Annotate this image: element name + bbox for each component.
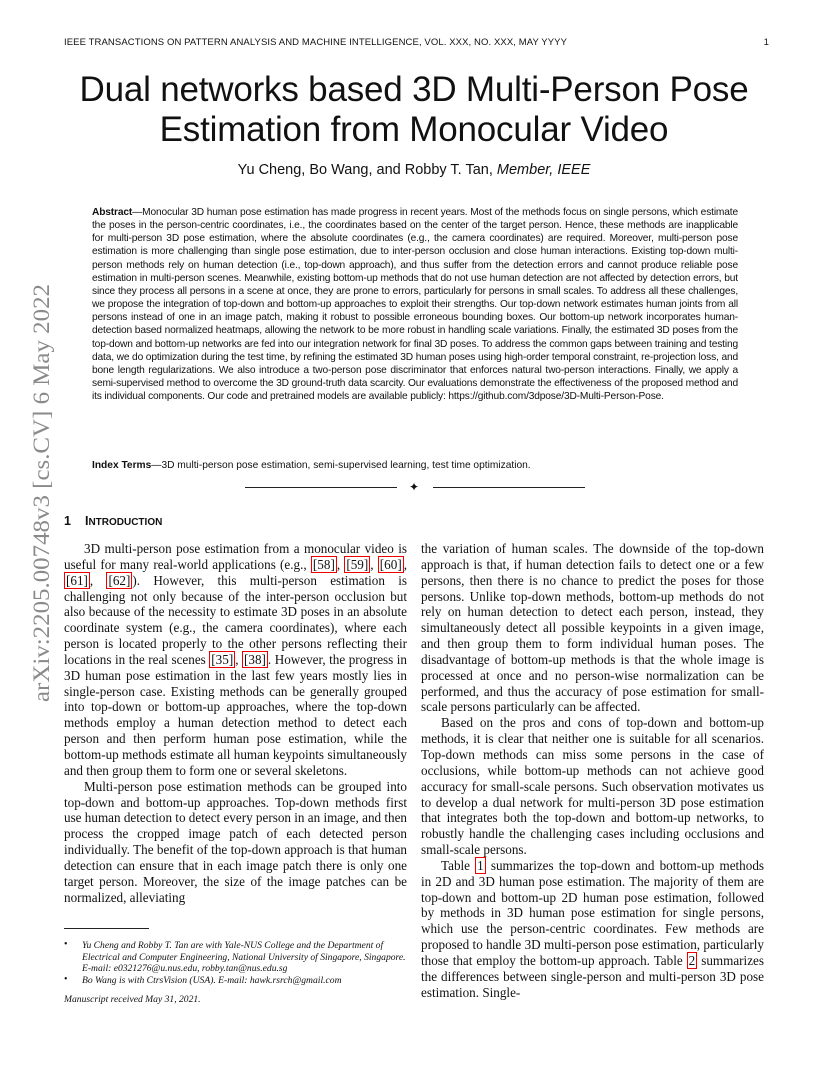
footnote-text: Yu Cheng and Robby T. Tan are with Yale-NUS College and the Department of Electrical and Computer Engineering, National University of Singapore, Singapore. E-mail: e0321276@u.nus.edu, robby.tan@nus.edu.sg bbox=[82, 940, 406, 974]
paragraph: Based on the pros and cons of top-down and bottom-up methods, it is clear that neither one is suitable for all scenarios. Top-down methods can miss some persons in the case of occlusions, while bottom-up methods can not achieve good accuracy for small-scale persons. Such observation motivates us to develop a dual network for multi-person 3D pose estimation that integrates both the top-down and bottom-up networks, to robustly handle the challenging cases including occlusions and small-scale persons. bbox=[421, 715, 764, 858]
citation-link[interactable]: [58] bbox=[312, 556, 335, 572]
index-terms-label: Index Terms bbox=[92, 460, 152, 471]
paper-title bbox=[40, 70, 788, 150]
paragraph: the variation of human scales. The downside of the top-down approach is that, if human detection fails to detect one or a few persons, then there is no chance to predict the poses for those persons. Unlike top-down methods, bottom-up methods do not rely on human detection to detect each person, instead, they simultaneously detect all possible keypoints in a given image, and then group them to form individual human poses. The disadvantage of bottom-up methods is that the whole image is processed at once and no person-wise normalization can be performed, and thus the accuracy of pose estimation for small-scale persons particularly can be affected. bbox=[421, 541, 764, 715]
section-number: 1 bbox=[64, 514, 71, 528]
left-column bbox=[64, 541, 407, 905]
paragraph-text: summarizes the top-down and bottom-up methods in 2D and 3D human pose estimation. The majority of them are top-down and bottom-up 2D human pose estimation, followed by methods in 3D human pose estimation for single persons, which use the person-centric coordinates. Few methods are proposed to handle 3D multi-person pose estimation, particularly those that employ the bottom-up approach. Table bbox=[421, 857, 764, 968]
separator: , bbox=[89, 572, 107, 588]
arxiv-stamp-text: arXiv:2205.00748v3 [cs.CV] 6 May 2022 bbox=[29, 316, 54, 702]
citation-link[interactable]: [61] bbox=[66, 572, 88, 588]
divider-diamond-icon: ✦ bbox=[409, 480, 420, 494]
citation-link[interactable]: [62] bbox=[108, 572, 131, 588]
citation-link[interactable]: [60] bbox=[379, 556, 402, 572]
footnote bbox=[64, 975, 407, 987]
title-line-2: Estimation from Monocular Video bbox=[159, 110, 669, 149]
bullet-icon: • bbox=[64, 939, 68, 950]
running-header bbox=[64, 37, 769, 51]
table-ref-link[interactable]: 2 bbox=[688, 952, 696, 968]
paragraph-text: Table bbox=[441, 857, 476, 873]
abstract-text: —Monocular 3D human pose estimation has made progress in recent years. Most of the methods focus on single persons, which estimate the poses in the person-centric coordinates, i.e., the coordinates based on the center of the target person. Hence, these methods are inapplicable for multi-person 3D pose estimation, where the absolute coordinates (e.g., the camera coordinates) are required. Moreover, multi-person pose estimation is more challenging than single pose estimation, due to inter-person occlusion and close human interactions. Existing top-down multi-person methods rely on human detection (i.e., top-down approach), and thus suffer from the detection errors and cannot produce reliable pose estimation in multi-person scenes. Meanwhile, existing bottom-up methods that do not use human detection are not affected by detection errors, but since they process all persons in a scene at once, they are prone to errors, particularly for persons in small scales. To address all these challenges, we propose the integration of top-down and bottom-up approaches to exploit their strengths. Our top-down network estimates human joints from all persons instead of one in an image patch, making it robust to possible erroneous bounding boxes. Our bottom-up network incorporates human-detection based normalized heatmaps, allowing the network to be more robust in handling scale variations. Finally, the estimated 3D poses from the top-down and bottom-up networks are fed into our integration network for final 3D poses. To address the common gaps between training and testing data, we do optimization during the test time, by refining the estimated 3D human poses using high-order temporal constraint, re-projection loss, and bone length regularizations. We also introduce a two-person pose discriminator that enforces natural two-person interactions. Finally, we apply a semi-supervised method to overcome the 3D ground-truth data scarcity. Our evaluations demonstrate the effectiveness of the proposed method and its individual components. Our code and pretrained models are available publicly: https://github.com/3dpose/3D-Multi-Person-Pose. bbox=[92, 207, 738, 403]
citation-link[interactable]: [38] bbox=[244, 651, 266, 667]
section-heading bbox=[64, 514, 404, 528]
paragraph-text: 3D multi-person pose estimation from a monocular video is useful for many real-world applications (e.g., bbox=[64, 541, 407, 572]
citation-link[interactable]: [35] bbox=[211, 651, 234, 667]
abstract-label: Abstract bbox=[92, 207, 133, 218]
journal-name: IEEE TRANSACTIONS ON PATTERN ANALYSIS AND MACHINE INTELLIGENCE, VOL. XXX, NO. XXX, MAY YYYY bbox=[64, 37, 568, 48]
paragraph: Multi-person pose estimation methods can be grouped into top-down and bottom-up approaches. Top-down methods first use human detection to detect every person in an image, and then process the cropped image patch of each detected person individually. The benefit of the top-down approach is that human detection can ensure that in each image patch there is only one target person. Moreover, the size of the image patches can be normalized, alleviating bbox=[64, 778, 407, 905]
author-list bbox=[40, 162, 788, 178]
table-ref-link[interactable]: 1 bbox=[477, 857, 484, 873]
footnotes bbox=[64, 940, 407, 1006]
manuscript-note: Manuscript received May 31, 2021. bbox=[64, 994, 201, 1005]
section-title-rest: NTRODUCTION bbox=[88, 517, 163, 528]
paragraph-text: . However, the progress in 3D human pose estimation in the last few years mostly lies in single-person case. Existing methods can be generally grouped into top-down or bottom-up approaches, where the top-down methods employ a human detection method to detect each person and then perform human pose estimation, while the bottom-up methods estimate all human keypoints simultaneously and then group them to form one or several skeletons. bbox=[64, 651, 407, 778]
paragraph bbox=[421, 858, 764, 1001]
paragraph-text: ). However, this multi-person estimation is challenging not only because of the inter-person occlusion but also because of the necessity to estimate 3D poses in an absolute coordinate system (e.g., the camera coordinates), where each person is located properly to the other persons reflecting their locations in the real scenes bbox=[64, 572, 407, 667]
title-line-1: Dual networks based 3D Multi-Person Pose bbox=[79, 70, 749, 109]
section-title-initial: I bbox=[84, 514, 89, 528]
footnote-rule bbox=[64, 928, 149, 929]
paragraph-text: summarizes the differences between single-person and multi-person 3D pose estimation. Single- bbox=[421, 952, 764, 1000]
abstract bbox=[92, 206, 738, 403]
index-terms-text: —3D multi-person pose estimation, semi-supervised learning, test time optimization. bbox=[151, 460, 531, 471]
paragraph bbox=[64, 541, 407, 779]
index-terms bbox=[92, 459, 738, 472]
footnote-text: Bo Wang is with CtrsVision (USA). E-mail: hawk.rsrch@gmail.com bbox=[82, 974, 342, 986]
separator: , bbox=[336, 556, 345, 572]
separator: , bbox=[403, 556, 407, 572]
right-column bbox=[421, 541, 764, 1000]
author-names: Yu Cheng, Bo Wang, and Robby T. Tan, bbox=[237, 162, 497, 178]
divider-line-left bbox=[245, 487, 397, 488]
separator: , bbox=[370, 556, 378, 572]
author-membership: Member, IEEE bbox=[496, 162, 591, 178]
bullet-icon: • bbox=[64, 973, 68, 985]
section-divider bbox=[245, 481, 585, 493]
footnote bbox=[64, 940, 407, 975]
divider-line-right bbox=[433, 487, 585, 488]
citation-link[interactable]: [59] bbox=[346, 556, 369, 572]
separator: , bbox=[235, 651, 243, 667]
page-number: 1 bbox=[763, 37, 769, 48]
arxiv-stamp bbox=[22, 282, 58, 702]
